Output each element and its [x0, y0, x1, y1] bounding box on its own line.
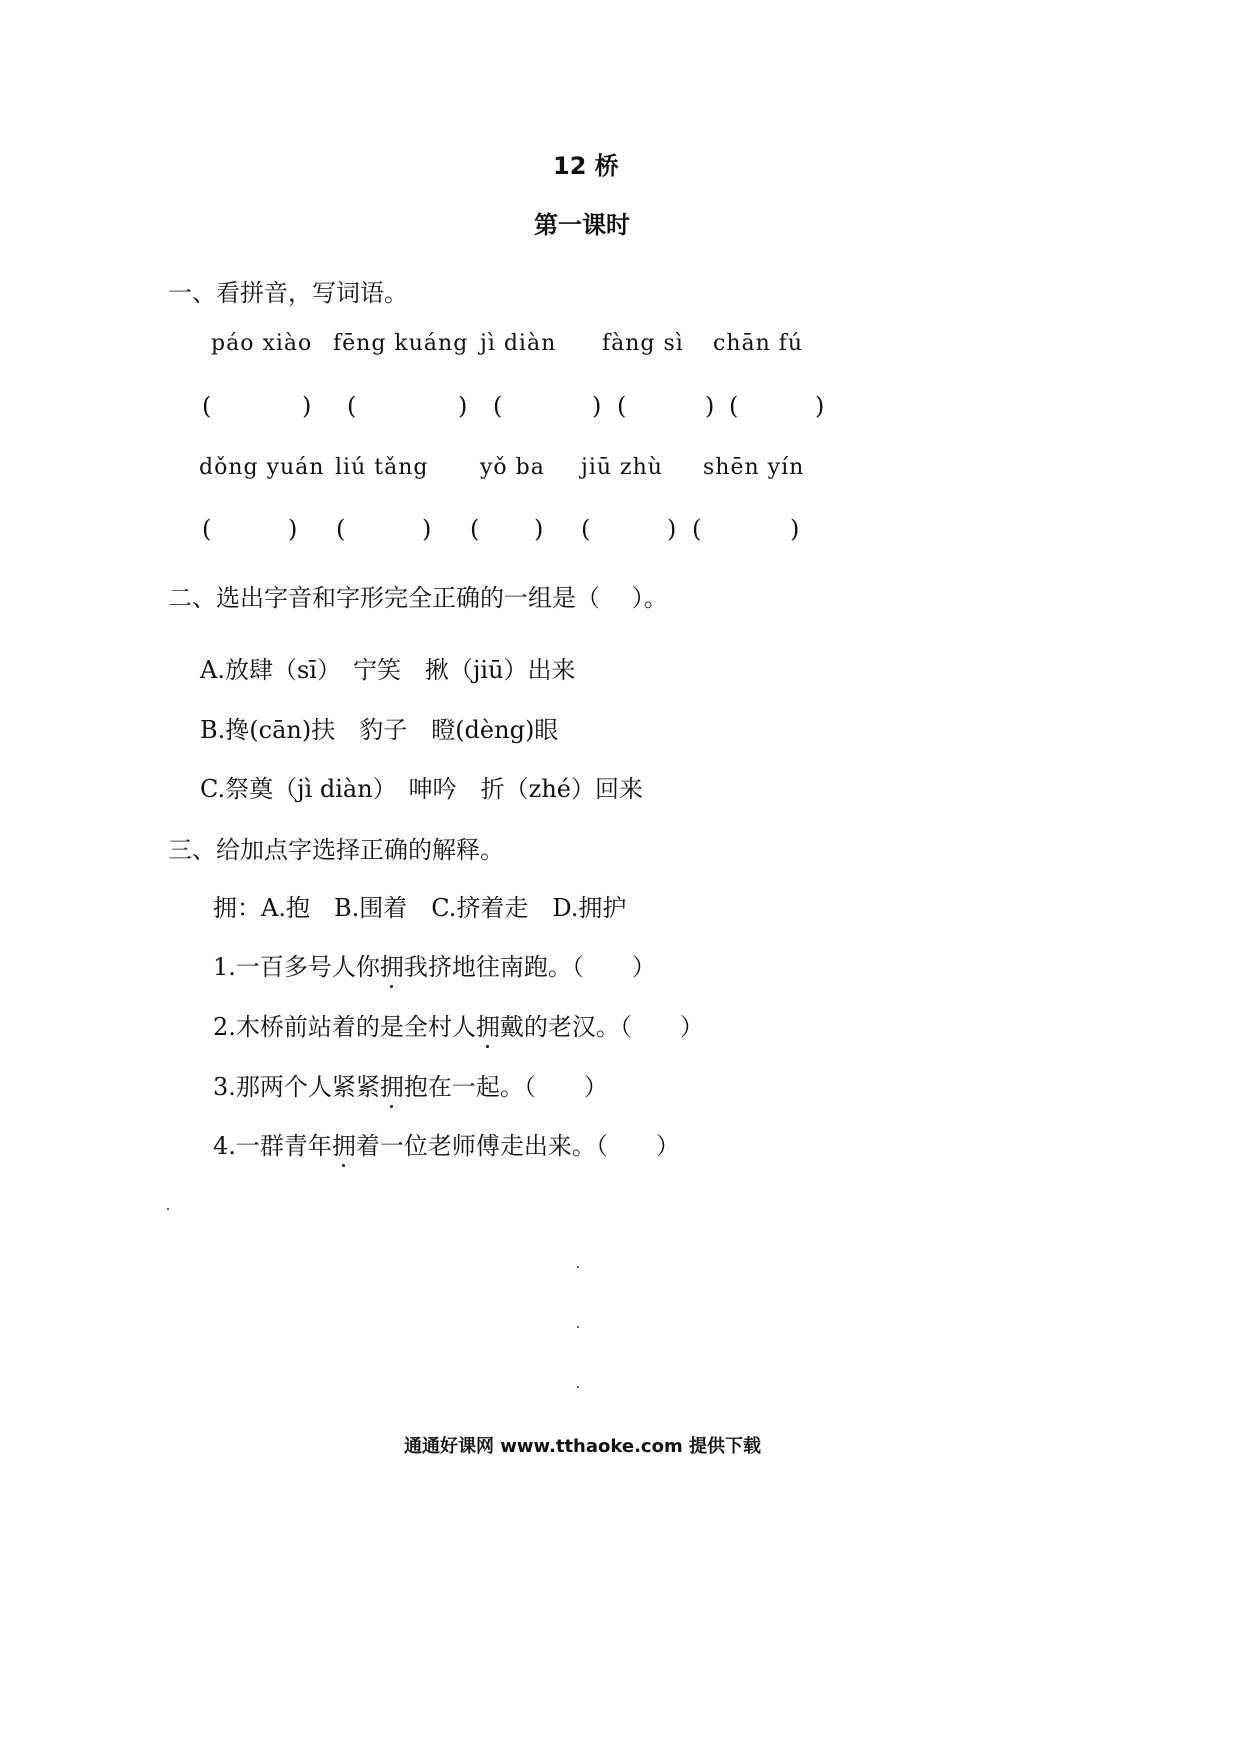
- section-3-heading: 三、给加点字选择正确的解释。: [168, 836, 504, 864]
- section-1-heading: 一、看拼音，写词语。: [168, 279, 408, 307]
- pinyin-2-3: yǒ ba: [480, 455, 545, 480]
- question-1-before: 1.一百多号人你: [213, 953, 380, 981]
- answer-blank-1-5-close: ): [815, 392, 825, 420]
- lesson-subtitle: 第一课时: [534, 211, 630, 239]
- footer-source: 通通好课网 www.tthaoke.com 提供下载: [404, 1436, 761, 1457]
- pinyin-2-1: dǒng yuán: [199, 455, 325, 480]
- answer-blank-1-4-open: (: [617, 392, 627, 420]
- question-1: [213, 947, 656, 982]
- answer-blank-2-2-close: ): [422, 515, 432, 543]
- question-3-dotted-char: 拥: [380, 1067, 404, 1102]
- scan-speck: [577, 1326, 579, 1328]
- answer-blank-1-3-open: (: [493, 392, 503, 420]
- question-3-after: 抱在一起。（ ）: [403, 1073, 608, 1101]
- question-4-after: 着一位老师傅走出来。（ ）: [355, 1132, 680, 1160]
- question-1-after: 我挤地往南跑。（ ）: [403, 953, 656, 981]
- answer-blank-2-5-close: ): [790, 515, 800, 543]
- answer-blank-1-1-close: ): [302, 392, 312, 420]
- question-4: [213, 1126, 680, 1161]
- question-4-dotted-char: 拥: [332, 1126, 356, 1161]
- option-b: B.搀(cān)扶 豹子 瞪(dèng)眼: [200, 716, 559, 744]
- answer-blank-2-3-open: (: [470, 515, 480, 543]
- answer-blank-1-5-open: (: [729, 392, 739, 420]
- question-2-dotted-char: 拥: [476, 1007, 500, 1042]
- section-2-heading: 二、选出字音和字形完全正确的一组是（ ）。: [168, 584, 668, 612]
- answer-blank-2-4-close: ): [667, 515, 677, 543]
- answer-blank-2-3-close: ): [534, 515, 544, 543]
- pinyin-2-2: liú tǎng: [335, 455, 429, 480]
- question-4-before: 4.一群青年: [213, 1132, 332, 1160]
- pinyin-1-1: páo xiào: [211, 331, 313, 356]
- option-a: A.放肆（sī） 宁笑 揪（jiū）出来: [200, 656, 576, 684]
- answer-blank-2-2-open: (: [336, 515, 346, 543]
- answer-blank-2-5-open: (: [692, 515, 702, 543]
- option-c: C.祭奠（jì diàn） 呻吟 折（zhé）回来: [200, 775, 643, 803]
- answer-blank-2-4-open: (: [581, 515, 591, 543]
- page-title: 12 桥: [553, 152, 619, 180]
- answer-blank-2-1-close: ): [288, 515, 298, 543]
- pinyin-2-4: jiū zhù: [581, 455, 663, 480]
- pinyin-1-2: fēng kuáng: [333, 331, 469, 356]
- answer-blank-1-1-open: (: [202, 392, 212, 420]
- pinyin-1-4: fàng sì: [602, 331, 684, 356]
- pinyin-2-5: shēn yín: [703, 455, 805, 480]
- pinyin-1-5: chān fú: [713, 331, 804, 356]
- question-3-before: 3.那两个人紧紧: [213, 1073, 380, 1101]
- scan-speck: [577, 1386, 579, 1388]
- question-2-before: 2.木桥前站着的是全村人: [213, 1013, 476, 1041]
- question-3: [213, 1067, 608, 1102]
- answer-blank-1-3-close: ): [592, 392, 602, 420]
- answer-blank-2-1-open: (: [202, 515, 212, 543]
- question-1-dotted-char: 拥: [380, 947, 404, 982]
- question-2-after: 戴的老汉。（ ）: [499, 1013, 704, 1041]
- answer-blank-1-4-close: ): [705, 392, 715, 420]
- answer-blank-1-2-open: (: [347, 392, 357, 420]
- definitions-line: 拥：A.抱 B.围着 C.挤着走 D.拥护: [213, 894, 627, 922]
- question-2: [213, 1007, 704, 1042]
- answer-blank-1-2-close: ): [458, 392, 468, 420]
- scan-speck: [167, 1208, 169, 1210]
- scan-speck: [577, 1266, 579, 1268]
- pinyin-1-3: jì diàn: [480, 331, 557, 356]
